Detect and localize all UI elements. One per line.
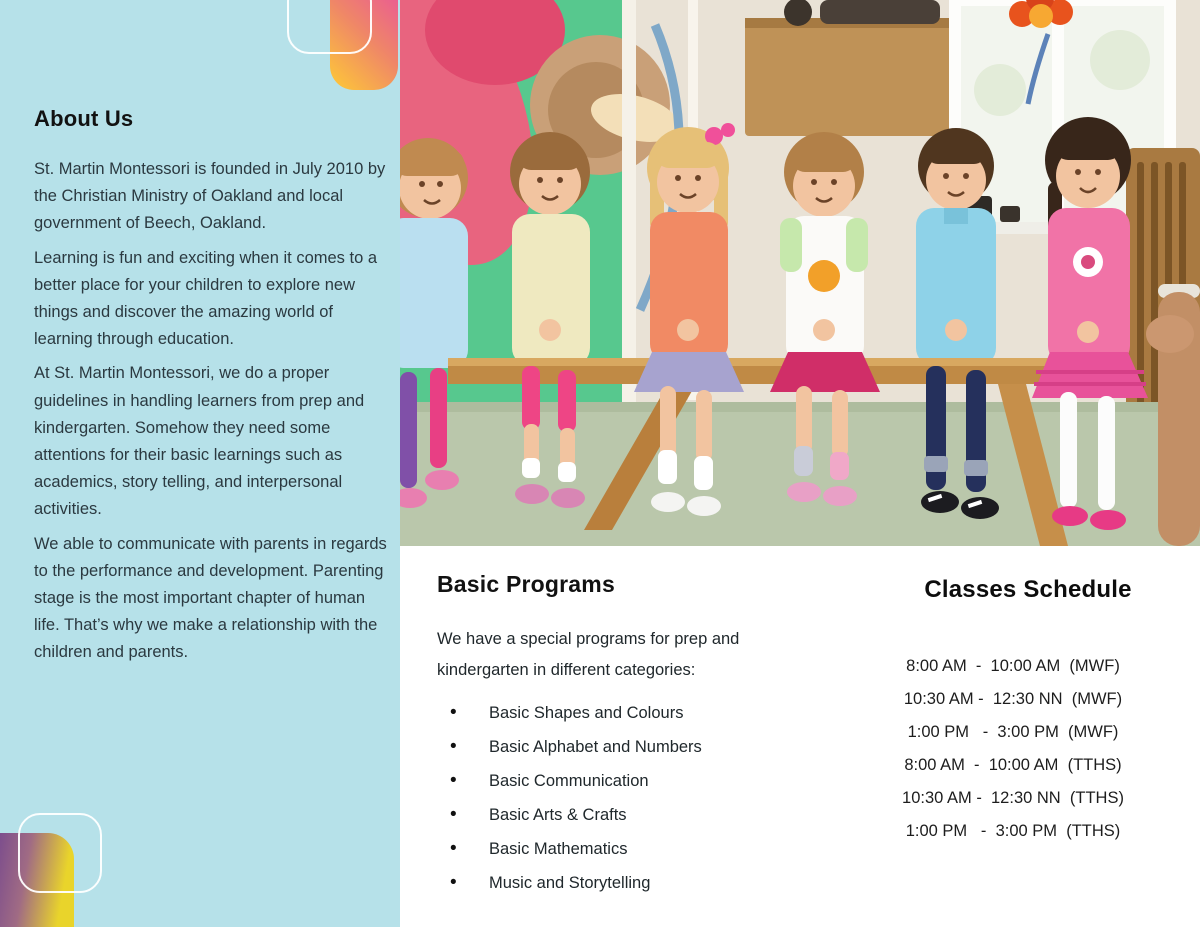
programs-list [437,696,817,900]
classroom-photo [400,0,1200,546]
classroom-photo-art [400,0,1200,546]
about-paragraph: Learning is fun and exciting when it comes to a better place for your children to explore new things and discover the amazing world of learning through education. [34,248,378,349]
schedule-row: 1:00 PM - 3:00 PM (TTHS) [905,822,1121,840]
schedule-heading: Classes Schedule [924,576,1132,603]
about-paragraph: At St. Martin Montessori, we do a proper guidelines in handling learners from prep and kindergarten. Somehow they need some attentions for their basic learnings such as academics, story telling, and interpersonal activities. [34,364,365,519]
schedule-rows [868,650,1158,848]
about-section [34,106,392,674]
list-item: • Basic Mathematics [450,832,817,866]
schedule-row: 1:00 PM - 3:00 PM (MWF) [907,723,1119,741]
programs-intro: We have a special programs for prep and kindergarten in different categories: [437,630,740,679]
list-item: • Basic Shapes and Colours [450,696,817,730]
outline-square-top [287,0,372,54]
list-item: • Basic Communication [450,764,817,798]
about-heading: About Us [34,106,134,131]
about-paragraph: St. Martin Montessori is founded in July 2010 by the Christian Ministry of Oakland and local government of Beech, Oakland. [34,160,386,233]
about-paragraph: We able to communicate with parents in regards to the performance and development. Parenting stage is the most important chapter of human life. That’s why we make a relationship with the children and parents. [34,534,387,662]
schedule-row: 8:00 AM - 10:00 AM (MWF) [906,657,1120,675]
door-frame [622,0,636,420]
schedule-row: 10:30 AM - 12:30 NN (MWF) [903,690,1123,708]
programs-section [437,571,817,900]
schedule-section [868,576,1158,848]
programs-heading: Basic Programs [437,571,615,597]
cabinet [745,0,980,136]
list-item: • Basic Arts & Crafts [450,798,817,832]
outline-square-bottom [18,813,102,893]
about-panel [0,0,400,927]
schedule-row: 10:30 AM - 12:30 NN (TTHS) [902,789,1124,807]
schedule-row: 8:00 AM - 10:00 AM (TTHS) [904,756,1122,774]
list-item: • Music and Storytelling [450,866,817,900]
list-item: • Basic Alphabet and Numbers [450,730,817,764]
